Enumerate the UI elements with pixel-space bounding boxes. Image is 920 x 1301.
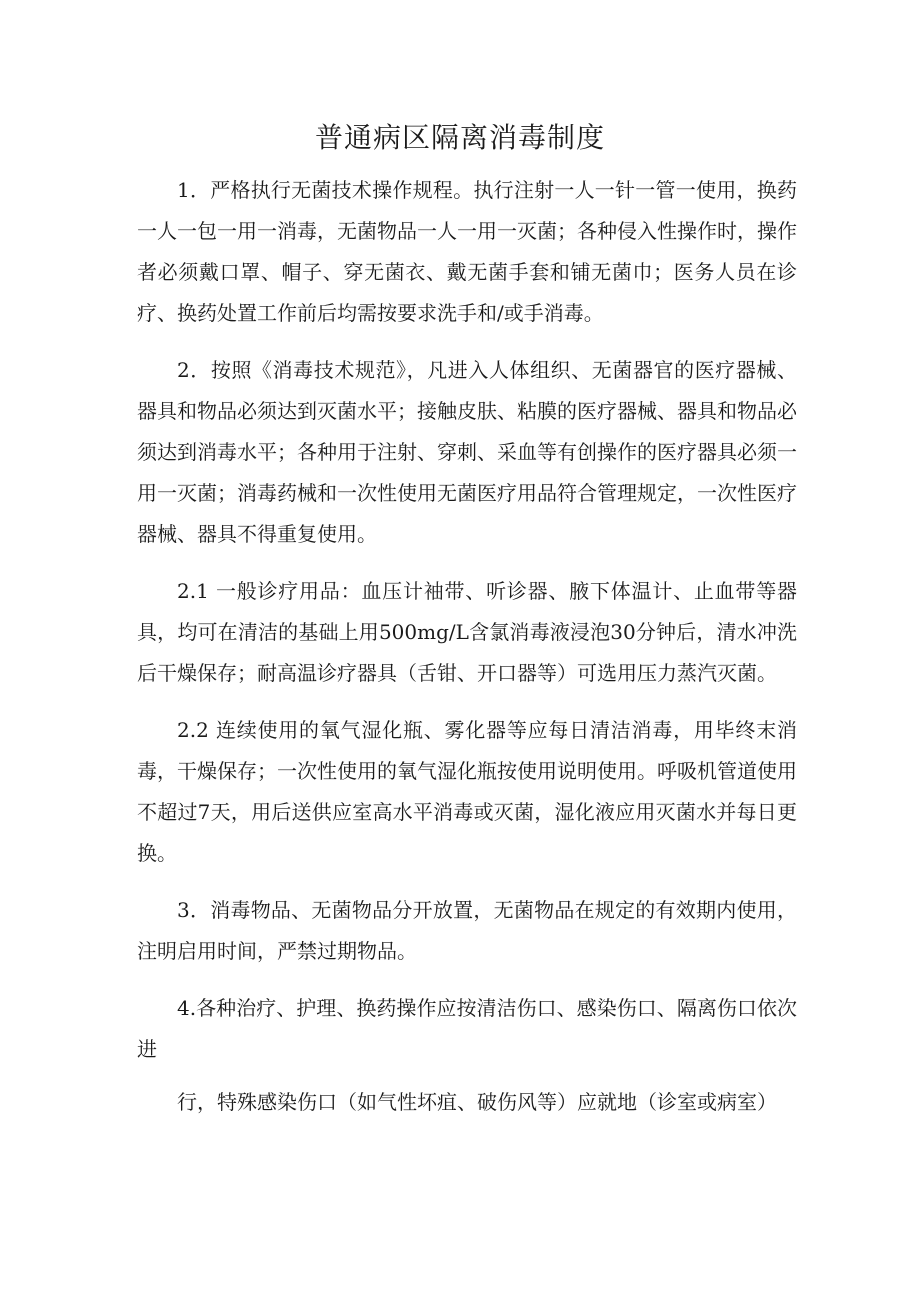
document-body	[137, 170, 797, 1139]
paragraph-3: 3．消毒物品、无菌物品分开放置，无菌物品在规定的有效期内使用，注明启用时间，严禁过期物品。	[137, 898, 797, 963]
paragraph-4-continued: 行，特殊感染伤口（如气性坏疽、破伤风等）应就地（诊室或病室）	[177, 1090, 777, 1114]
paragraph-1: 1．严格执行无菌技术操作规程。执行注射一人一针一管一使用，换药一人一包一用一消毒，无菌物品一人一用一灭菌；各种侵入性操作时，操作者必须戴口罩、帽子、穿无菌衣、戴无菌手套和铺无菌巾；医务人员在诊疗、换药处置工作前后均需按要求洗手和/或手消毒。	[137, 178, 797, 325]
document-title: 普通病区隔离消毒制度	[314, 121, 605, 154]
paragraph-2-2: 2.2 连续使用的氧气湿化瓶、雾化器等应每日清洁消毒，用毕终末消毒，干燥保存；一次性使用的氧气湿化瓶按使用说明使用。呼吸机管道使用不超过7天，用后送供应室高水平消毒或灭菌，湿化液应用灭菌水并每日更换。	[137, 718, 797, 865]
paragraph-2: 2．按照《消毒技术规范》，凡进入人体组织、无菌器官的医疗器械、器具和物品必须达到灭菌水平；接触皮肤、粘膜的医疗器械、器具和物品必须达到消毒水平；各种用于注射、穿刺、采血等有创操作的医疗器具必须一用一灭菌；消毒药械和一次性使用无菌医疗用品符合管理规定，一次性医疗器械、器具不得重复使用。	[137, 358, 797, 546]
paragraph-4: 4.各种治疗、护理、换药操作应按清洁伤口、感染伤口、隔离伤口依次进	[137, 996, 797, 1061]
paragraph-2-1: 2.1 一般诊疗用品：血压计袖带、听诊器、腋下体温计、止血带等器具，均可在清洁的基础上用500mg/L含氯消毒液浸泡30分钟后，清水冲洗后干燥保存；耐高温诊疗器具（舌钳、开口器等）可选用压力蒸汽灭菌。	[137, 579, 797, 685]
